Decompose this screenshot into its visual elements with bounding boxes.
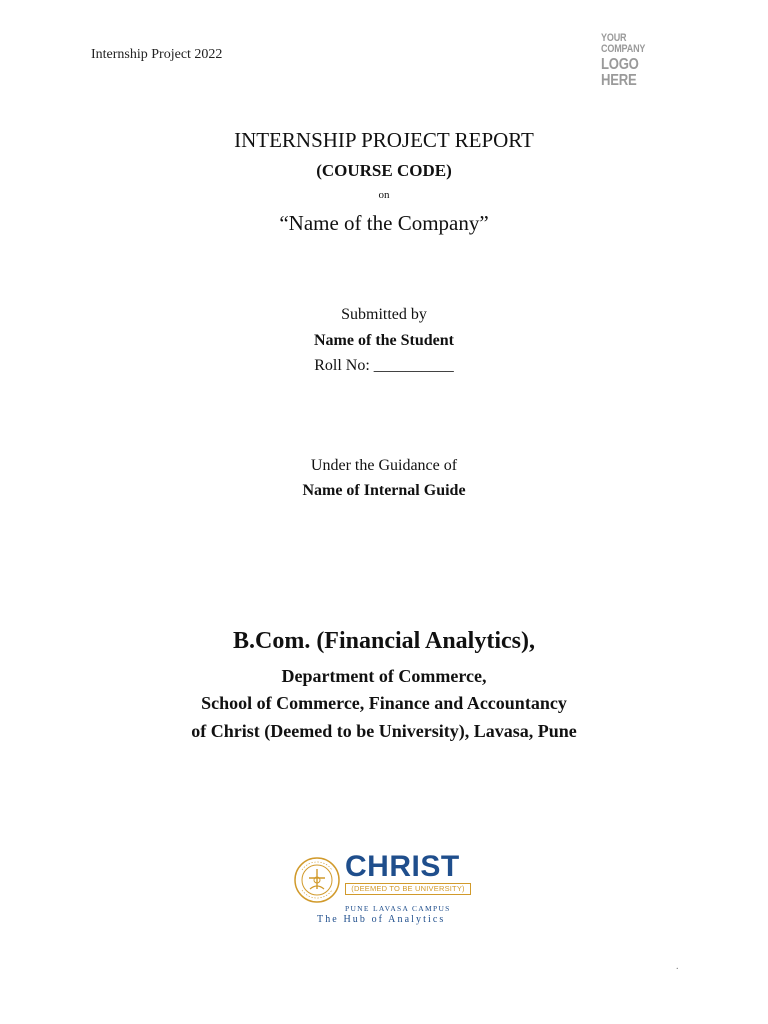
- guide-name: Name of Internal Guide: [302, 482, 466, 499]
- deemed-university-tag: (DEEMED TO BE UNIVERSITY): [345, 883, 471, 895]
- logo-tagline: The Hub of Analytics: [317, 914, 446, 925]
- school-name: School of Commerce, Finance and Accountancy: [201, 693, 567, 713]
- logo-line-2: LOGO HERE: [601, 56, 639, 89]
- on-label: on: [378, 189, 390, 201]
- report-title: INTERNSHIP PROJECT REPORT: [234, 128, 534, 152]
- student-name: Name of the Student: [314, 332, 454, 349]
- guidance-label: Under the Guidance of: [310, 457, 458, 474]
- university-name: of Christ (Deemed to be University), Lavasa, Pune: [191, 721, 577, 741]
- course-code: (COURSE CODE): [316, 161, 452, 180]
- company-name: “Name of the Company”: [279, 211, 489, 235]
- christ-wordmark: CHRIST: [345, 850, 460, 883]
- department-name: Department of Commerce,: [281, 666, 487, 686]
- company-logo-placeholder: [601, 33, 667, 89]
- header-title: Internship Project 2022: [91, 47, 223, 62]
- university-seal-icon: [293, 856, 341, 904]
- submitted-by-label: Submitted by: [341, 306, 427, 323]
- logo-line-1: YOUR COMPANY: [601, 32, 646, 55]
- roll-number: Roll No: __________: [314, 357, 454, 374]
- campus-name: PUNE LAVASA CAMPUS: [345, 904, 451, 913]
- program-name: B.Com. (Financial Analytics),: [232, 628, 535, 654]
- christ-university-logo: [293, 852, 477, 928]
- footer-mark: .: [676, 961, 679, 972]
